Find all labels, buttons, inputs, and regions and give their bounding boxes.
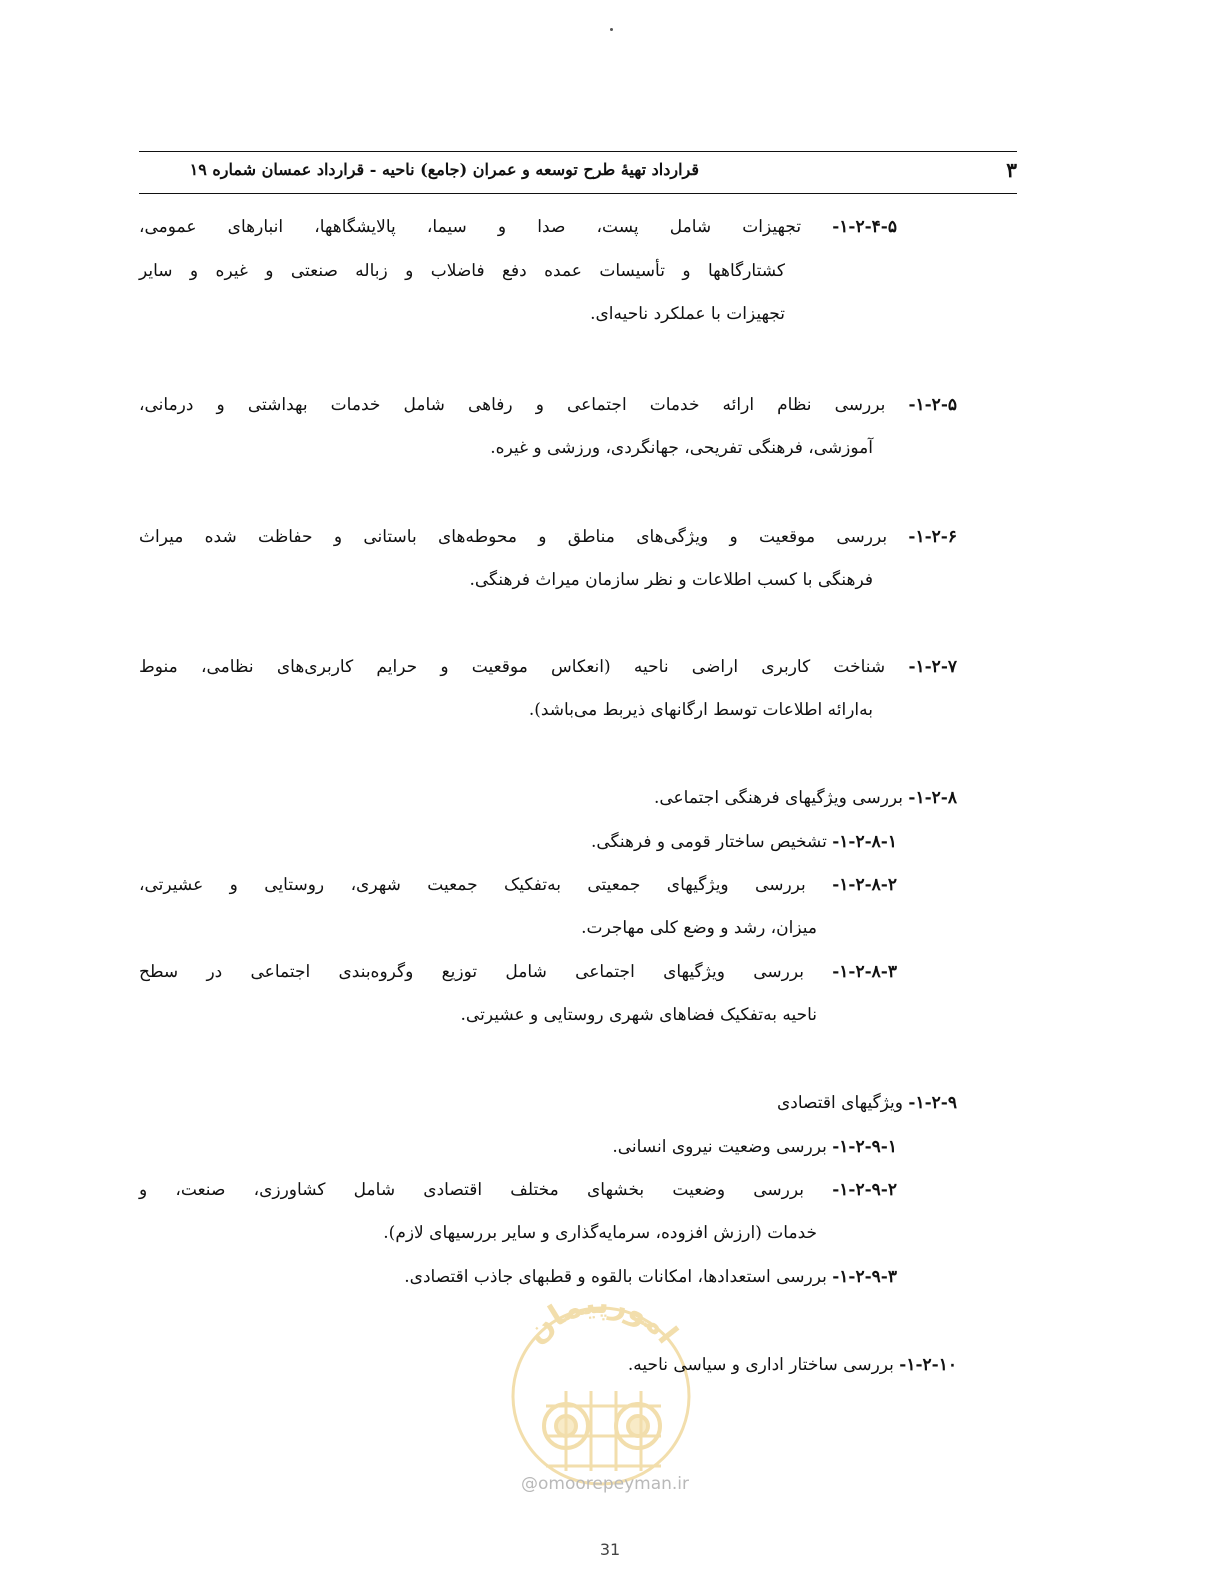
item-text: بررسی ساختار اداری و سیاسی ناحیه. [627, 1355, 894, 1375]
paragraph-line: فرهنگی با کسب اطلاعات و نظر سازمان میراث فرهنگی. [469, 570, 873, 590]
header-page-number: ۳ [1006, 158, 1017, 182]
item-text: بررسی نظام ارائه خدمات اجتماعی و رفاهی شامل خدمات بهداشتی و درمانی، [139, 395, 886, 415]
item-number: ۱-۲-۸-۱- [832, 832, 897, 852]
item-number: ۱-۲-۴-۵- [832, 217, 897, 237]
item-text: بررسی وضعیت بخشهای مختلف اقتصادی شامل کشاورزی، صنعت، و [139, 1180, 804, 1200]
paragraph-line: ناحیه به‌تفکیک فضاهای شهری روستایی و عشیرتی. [460, 1005, 817, 1025]
watermark-logo [486, 1276, 716, 1486]
item-text: بررسی ویژگیهای جمعیتی به‌تفکیک جمعیت شهری، روستایی و عشیرتی، [139, 875, 806, 895]
item-number: ۱-۲-۵- [908, 395, 958, 415]
item-text: بررسی وضعیت نیروی انسانی. [612, 1137, 827, 1157]
paragraph-line [139, 957, 897, 987]
watermark-site: @omoorepeyman.ir [520, 1474, 690, 1494]
footer-page-number: 31 [599, 1540, 621, 1559]
paragraph-line: میزان، رشد و وضع کلی مهاجرت. [581, 918, 817, 938]
paragraph-line [139, 1088, 957, 1118]
paragraph-line [139, 783, 957, 813]
item-number: ۱-۲-۹- [908, 1093, 957, 1113]
svg-text:امورپیمان [519, 1286, 684, 1351]
item-text: شناخت کاربری اراضی ناحیه (انعکاس موقعیت و حرایم کاربری‌های نظامی، منوط [139, 657, 886, 677]
item-number: ۱-۲-۹-۳- [832, 1267, 897, 1287]
paragraph-line: آموزشی، فرهنگی تفریحی، جهانگردی، ورزشی و غیره. [490, 438, 873, 458]
paragraph-line [139, 522, 957, 552]
paragraph-line [139, 870, 897, 900]
item-number: ۱-۲-۸- [908, 788, 957, 808]
item-number: ۱-۲-۹-۲- [832, 1180, 897, 1200]
item-number: ۱-۲-۱۰- [899, 1355, 957, 1375]
paragraph-line [139, 1350, 957, 1380]
item-text: بررسی استعدادها، امکانات بالقوه و قطبهای جاذب اقتصادی. [404, 1267, 827, 1287]
item-number: ۱-۲-۶- [908, 527, 957, 547]
item-text: بررسی موقعیت و ویژگی‌های مناطق و محوطه‌های باستانی و حفاظت شده میراث [139, 527, 888, 547]
paragraph-line [139, 212, 897, 242]
item-text: تجهیزات شامل پست، صدا و سیما، پالایشگاهها، انبارهای عمومی، [139, 217, 802, 237]
paragraph-line: تجهیزات با عملکرد ناحیه‌ای. [590, 304, 785, 324]
item-text: ویژگیهای اقتصادی [776, 1093, 904, 1113]
header-bottom-rule [139, 193, 1017, 194]
header-title: قرارداد تهیهٔ طرح توسعه و عمران (جامع) ناحیه - قرارداد عمسان شماره ۱۹ [189, 160, 699, 179]
paragraph-line [139, 390, 957, 420]
scan-speck [610, 28, 613, 31]
watermark-logo-text: امورپیمان [518, 1285, 685, 1351]
paragraph-line [139, 652, 957, 682]
item-text: بررسی ویژگیهای اجتماعی شامل توزیع وگروه‌بندی اجتماعی در سطح [139, 962, 804, 982]
item-text: بررسی ویژگیهای فرهنگی اجتماعی. [653, 788, 904, 808]
item-number: ۱-۲-۸-۳- [832, 962, 897, 982]
paragraph-line: کشتارگاهها و تأسیسات عمده دفع فاضلاب و زباله صنعتی و غیره و سایر [139, 261, 785, 281]
paragraph-line [139, 827, 897, 857]
paragraph-line [139, 1132, 897, 1162]
item-number: ۱-۲-۹-۱- [832, 1137, 897, 1157]
item-number: ۱-۲-۷- [908, 657, 958, 677]
item-number: ۱-۲-۸-۲- [832, 875, 897, 895]
header-top-rule [139, 151, 1017, 152]
paragraph-line: به‌ارائه اطلاعات توسط ارگانهای ذیربط می‌باشد). [528, 700, 873, 720]
item-text: تشخیص ساختار قومی و فرهنگی. [590, 832, 827, 852]
paragraph-line: خدمات (ارزش افزوده، سرمایه‌گذاری و سایر بررسیهای لازم). [383, 1223, 817, 1243]
paragraph-line [139, 1175, 897, 1205]
